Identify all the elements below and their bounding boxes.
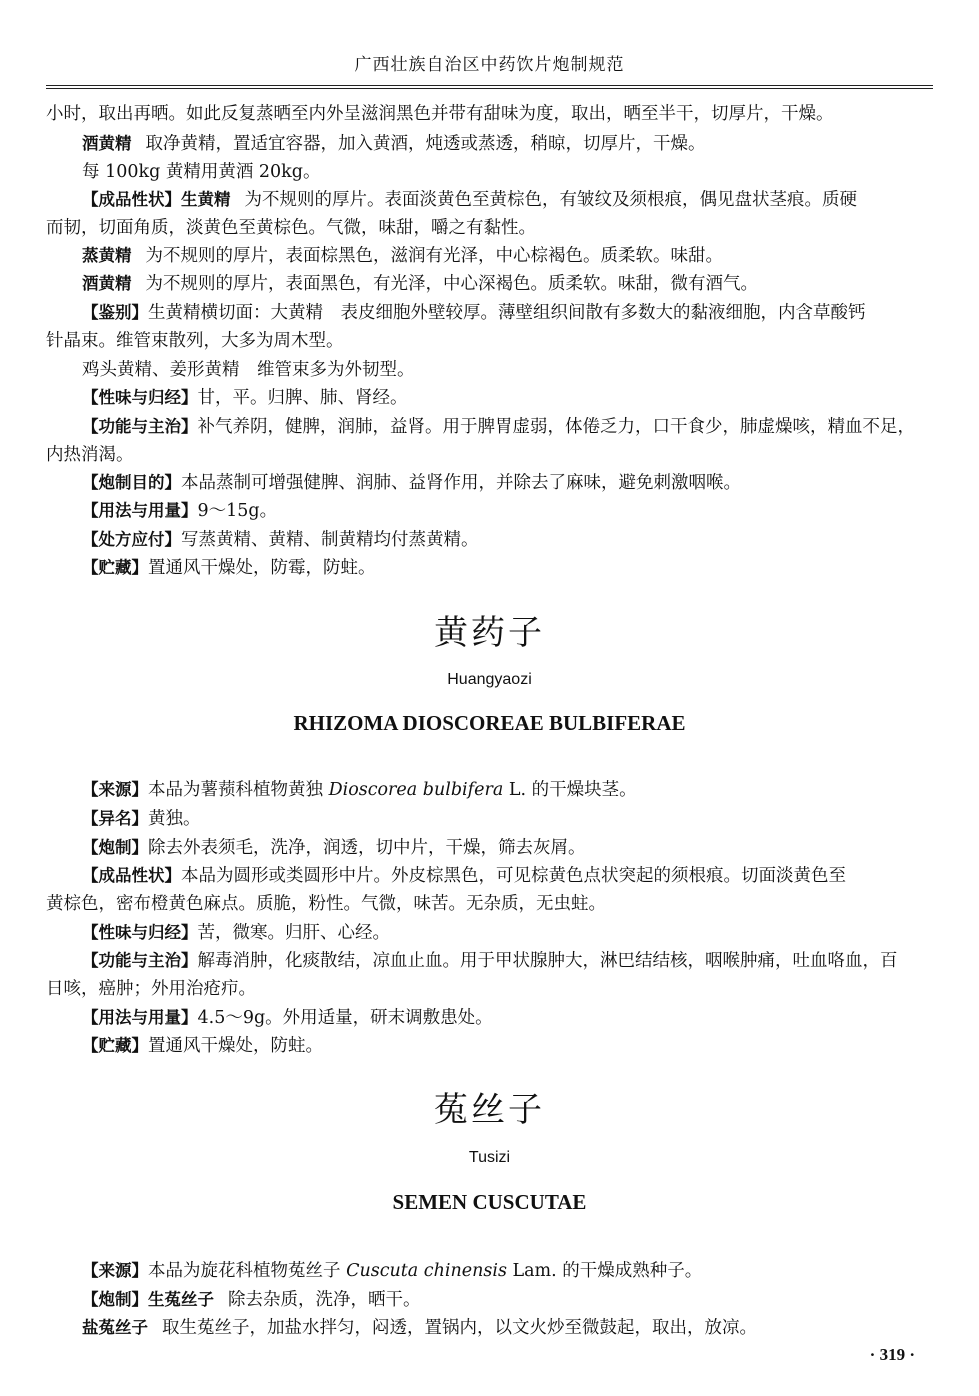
paragraph-line: 内热消渴。 [46, 445, 134, 465]
section-zhucang: 【贮藏】置通风干燥处，防霉，防蛀。 [82, 558, 376, 578]
section-paozhi: 【炮制】除去外表须毛，洗净，润透，切中片，干燥，筛去灰屑。 [82, 838, 586, 858]
monograph-pinyin: Huangyaozi [447, 671, 532, 688]
paragraph-line: 鸡头黄精、姜形黄精 维管束多为外韧型。 [82, 360, 415, 380]
section-jianbie: 【鉴别】生黄精横切面：大黄精 表皮细胞外壁较厚。薄壁组织间散有多数大的黏液细胞，内含草酸钙 [82, 303, 866, 323]
section-xingwei: 【性味与归经】甘，平。归脾、肺、肾经。 [82, 388, 408, 408]
page-number: · 319 · [869, 1345, 915, 1364]
header-rule [46, 85, 933, 86]
section-xingzhuang: 【成品性状】生黄精 为不规则的厚片。表面淡黄色至黄棕色，有皱纹及须根痕，偶见盘状茎痕。质硬 [82, 190, 857, 210]
section-xingwei: 【性味与归经】苦，微寒。归肝、心经。 [82, 923, 390, 943]
paragraph-line: 蒸黄精 为不规则的厚片，表面棕黑色，滋润有光泽，中心棕褐色。质柔软。味甜。 [82, 246, 723, 266]
section-yongfa: 【用法与用量】9～15g。 [82, 501, 278, 521]
section-laiyuan: 【来源】本品为旋花科植物菟丝子 Cuscuta chinensis Lam. 的干燥成熟种子。 [82, 1261, 703, 1281]
paragraph-line: 小时，取出再晒。如此反复蒸晒至内外呈滋润黑色并带有甜味为度，取出，晒至半干，切厚片，干燥。 [46, 104, 834, 124]
paragraph-line: 盐菟丝子 取生菟丝子，加盐水拌匀，闷透，置锅内，以文火炒至微鼓起，取出，放凉。 [82, 1318, 757, 1338]
section-zhucang: 【贮藏】置通风干燥处，防蛀。 [82, 1036, 323, 1056]
section-paozhi-mudi: 【炮制目的】本品蒸制可增强健脾、润肺、益肾作用，并除去了麻味，避免刺激咽喉。 [82, 473, 741, 493]
section-yongfa: 【用法与用量】4.5～9g。外用适量，研末调敷患处。 [82, 1008, 493, 1028]
paragraph-line: 黄棕色，密布橙黄色麻点。质脆，粉性。气微，味苦。无杂质，无虫蛀。 [46, 894, 606, 914]
running-header: 广西壮族自治区中药饮片炮制规范 [354, 55, 625, 75]
monograph-title: 菟丝子 [434, 1090, 545, 1130]
monograph-latin-name: SEMEN CUSCUTAE [392, 1190, 587, 1214]
section-gongneng: 【功能与主治】补气养阴，健脾，润肺，益肾。用于脾胃虚弱，体倦乏力，口干食少，肺虚燥咳，精血不足， [82, 417, 915, 437]
paragraph-line: 每 100kg 黄精用黄酒 20kg。 [82, 162, 321, 182]
section-xingzhuang: 【成品性状】本品为圆形或类圆形中片。外皮棕黑色，可见棕黄色点状突起的须根痕。切面淡黄色至 [82, 866, 846, 886]
monograph-title: 黄药子 [434, 613, 545, 653]
section-chufang: 【处方应付】写蒸黄精、黄精、制黄精均付蒸黄精。 [82, 530, 479, 550]
monograph-pinyin: Tusizi [468, 1149, 511, 1166]
paragraph-line: 针晶束。维管束散列，大多为周木型。 [46, 331, 344, 351]
paragraph-line: 而韧，切面角质，淡黄色至黄棕色。气微，味甜，嚼之有黏性。 [46, 218, 536, 238]
section-laiyuan: 【来源】本品为薯蓣科植物黄独 Dioscorea bulbifera L. 的干燥块茎。 [82, 780, 637, 800]
section-paozhi: 【炮制】生菟丝子 除去杂质，洗净，晒干。 [82, 1290, 421, 1310]
paragraph-line: 日咳，癌肿；外用治疮疖。 [46, 979, 256, 999]
monograph-latin-name: RHIZOMA DIOSCOREAE BULBIFERAE [293, 711, 686, 735]
paragraph-line: 酒黄精 为不规则的厚片，表面黑色，有光泽，中心深褐色。质柔软。味甜，微有酒气。 [82, 274, 758, 294]
section-gongneng: 【功能与主治】解毒消肿，化痰散结，凉血止血。用于甲状腺肿大，淋巴结结核，咽喉肿痛，吐血咯血，百 [82, 951, 898, 971]
header-rule-double [46, 88, 933, 89]
section-yiming: 【异名】黄独。 [82, 809, 201, 829]
paragraph-line: 酒黄精 取净黄精，置适宜容器，加入黄酒，炖透或蒸透，稍晾，切厚片，干燥。 [82, 134, 706, 154]
